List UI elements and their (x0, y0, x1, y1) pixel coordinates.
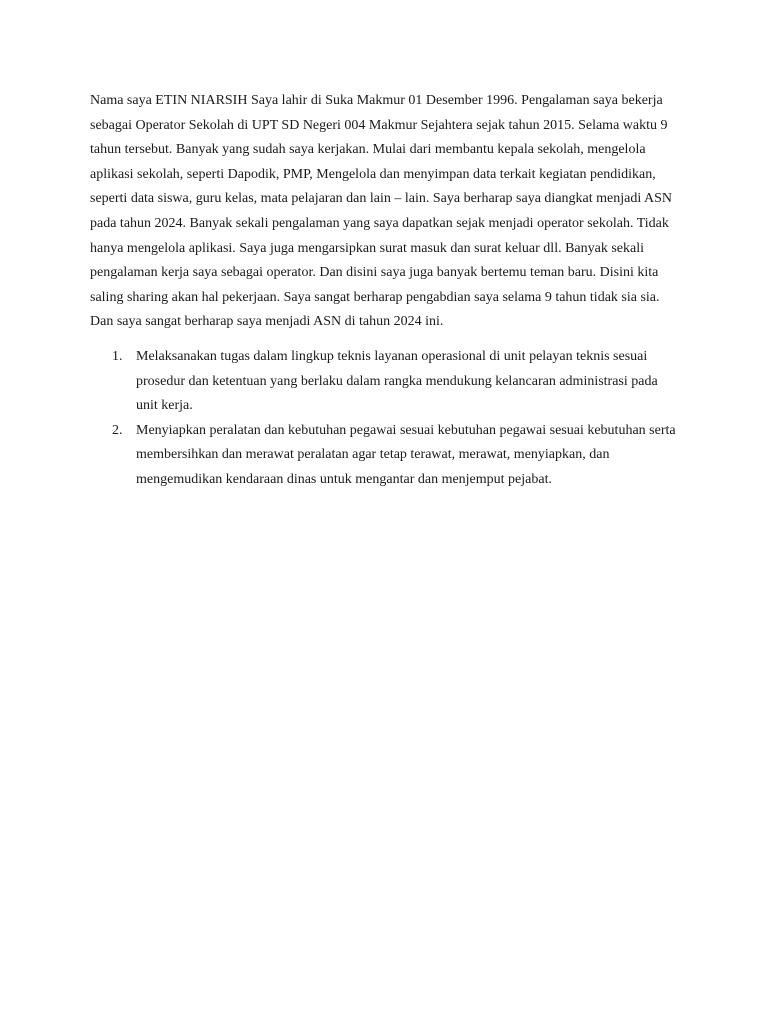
intro-paragraph: Nama saya ETIN NIARSIH Saya lahir di Suka Makmur 01 Desember 1996. Pengalaman saya bekerja sebagai Operator Sekolah di UPT SD Negeri 004 Makmur Sejahtera sejak tahun 2015. Selama waktu 9 tahun tersebut. Banyak yang sudah saya kerjakan. Mulai dari membantu kepala sekolah, mengelola aplikasi sekolah, seperti Dapodik, PMP, Mengelola dan menyimpan data terkait kegiatan pendidikan, seperti data siswa, guru kelas, mata pelajaran dan lain – lain. Saya berharap saya diangkat menjadi ASN pada tahun 2024. Banyak sekali pengalaman yang saya dapatkan sejak menjadi operator sekolah. Tidak hanya mengelola aplikasi. Saya juga mengarsipkan surat masuk dan surat keluar dll. Banyak sekali pengalaman kerja saya sebagai operator. Dan disini saya juga banyak bertemu teman baru. Disini kita saling sharing akan hal pekerjaan. Saya sangat berharap pengabdian saya selama 9 tahun tidak sia sia. Dan saya sangat berharap saya menjadi ASN di tahun 2024 ini. (90, 93, 672, 330)
duties-list (90, 345, 680, 493)
document-body (90, 89, 680, 493)
list-item (90, 345, 680, 419)
list-item-number: 1. (112, 348, 123, 364)
list-item-number: 2. (112, 422, 123, 438)
list-item-text: Melaksanakan tugas dalam lingkup teknis layanan operasional di unit pelayan teknis sesuai prosedur dan ketentuan yang berlaku dalam rangka mendukung kelancaran administrasi pada unit kerja. (136, 348, 658, 414)
list-item-text: Menyiapkan peralatan dan kebutuhan pegawai sesuai kebutuhan pegawai sesuai kebutuhan serta membersihkan dan merawat peralatan agar tetap terawat, merawat, menyiapkan, dan mengemudikan kendaraan dinas untuk mengantar dan menjemput pejabat. (136, 422, 676, 487)
list-item (90, 419, 680, 493)
